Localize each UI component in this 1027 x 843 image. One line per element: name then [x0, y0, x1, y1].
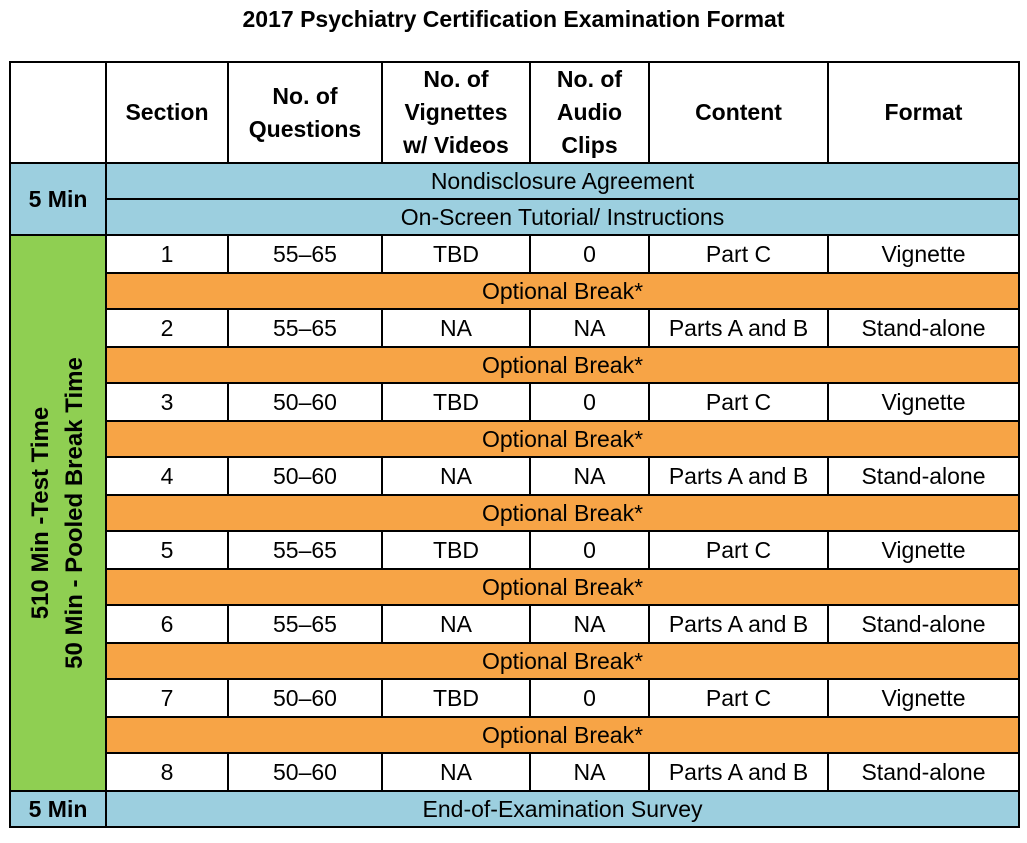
optional-break-cell: Optional Break*	[106, 495, 1019, 531]
header-content: Content	[649, 62, 828, 163]
nda-row	[10, 163, 1019, 199]
cell-section: 4	[106, 457, 228, 495]
break-row	[10, 717, 1019, 753]
cell-audio: 0	[530, 235, 649, 273]
optional-break-cell: Optional Break*	[106, 347, 1019, 383]
section-row	[10, 309, 1019, 347]
test-time-label	[24, 357, 92, 669]
header-format: Format	[828, 62, 1019, 163]
header-audio	[530, 62, 649, 163]
cell-section: 7	[106, 679, 228, 717]
test-time-cell	[10, 235, 106, 791]
header-questions-line1: No. of	[272, 82, 338, 109]
header-vignettes	[382, 62, 530, 163]
section-row	[10, 531, 1019, 569]
section-row	[10, 383, 1019, 421]
cell-vignettes: NA	[382, 605, 530, 643]
optional-break-cell: Optional Break*	[106, 273, 1019, 309]
cell-questions: 55–65	[228, 531, 382, 569]
intro-time-cell: 5 Min	[10, 163, 106, 235]
header-section: Section	[106, 62, 228, 163]
cell-questions: 55–65	[228, 605, 382, 643]
cell-vignettes: TBD	[382, 235, 530, 273]
header-blank	[10, 62, 106, 163]
break-row	[10, 495, 1019, 531]
cell-vignettes: TBD	[382, 383, 530, 421]
break-row	[10, 569, 1019, 605]
section-row	[10, 457, 1019, 495]
cell-section: 1	[106, 235, 228, 273]
cell-questions: 55–65	[228, 235, 382, 273]
test-time-line1: 510 Min -Test Time	[27, 406, 54, 620]
cell-section: 8	[106, 753, 228, 791]
tutorial-row	[10, 199, 1019, 235]
cell-section: 3	[106, 383, 228, 421]
cell-questions: 50–60	[228, 753, 382, 791]
break-row	[10, 273, 1019, 309]
cell-content: Part C	[649, 679, 828, 717]
cell-audio: 0	[530, 679, 649, 717]
header-audio-line1: No. of	[556, 66, 623, 92]
cell-format: Vignette	[828, 235, 1019, 273]
cell-content: Parts A and B	[649, 309, 828, 347]
header-audio-line3: Clips	[561, 132, 618, 158]
break-row	[10, 421, 1019, 457]
header-questions-line2: Questions	[248, 115, 362, 142]
break-row	[10, 643, 1019, 679]
survey-cell: End-of-Examination Survey	[106, 791, 1019, 827]
cell-content: Part C	[649, 531, 828, 569]
break-row	[10, 347, 1019, 383]
cell-format: Vignette	[828, 383, 1019, 421]
section-row	[10, 679, 1019, 717]
cell-content: Parts A and B	[649, 605, 828, 643]
cell-vignettes: TBD	[382, 531, 530, 569]
header-row	[10, 62, 1019, 163]
optional-break-cell: Optional Break*	[106, 569, 1019, 605]
cell-format: Stand-alone	[828, 605, 1019, 643]
cell-audio: NA	[530, 605, 649, 643]
cell-format: Vignette	[828, 531, 1019, 569]
header-vignettes-line3: w/ Videos	[403, 132, 509, 158]
cell-audio: 0	[530, 383, 649, 421]
cell-content: Parts A and B	[649, 457, 828, 495]
cell-vignettes: NA	[382, 753, 530, 791]
section-row	[10, 753, 1019, 791]
page-title: 2017 Psychiatry Certification Examination Format	[242, 6, 785, 32]
nda-cell: Nondisclosure Agreement	[106, 163, 1019, 199]
cell-format: Stand-alone	[828, 457, 1019, 495]
outro-time-cell: 5 Min	[10, 791, 106, 827]
header-vignettes-line1: No. of	[423, 66, 489, 92]
exam-format-table	[9, 61, 1020, 828]
cell-vignettes: NA	[382, 457, 530, 495]
optional-break-cell: Optional Break*	[106, 643, 1019, 679]
cell-questions: 50–60	[228, 457, 382, 495]
optional-break-cell: Optional Break*	[106, 421, 1019, 457]
header-vignettes-line2: Vignettes	[404, 99, 508, 125]
header-audio-line2: Audio	[556, 99, 623, 125]
cell-audio: NA	[530, 309, 649, 347]
cell-content: Part C	[649, 383, 828, 421]
cell-content: Parts A and B	[649, 753, 828, 791]
cell-audio: 0	[530, 531, 649, 569]
cell-questions: 50–60	[228, 383, 382, 421]
survey-row	[10, 791, 1019, 827]
cell-audio: NA	[530, 457, 649, 495]
cell-content: Part C	[649, 235, 828, 273]
cell-questions: 55–65	[228, 309, 382, 347]
test-time-line2: 50 Min - Pooled Break Time	[61, 357, 88, 669]
cell-format: Stand-alone	[828, 753, 1019, 791]
section-row	[10, 605, 1019, 643]
cell-format: Vignette	[828, 679, 1019, 717]
cell-vignettes: NA	[382, 309, 530, 347]
cell-section: 6	[106, 605, 228, 643]
cell-vignettes: TBD	[382, 679, 530, 717]
tutorial-cell: On-Screen Tutorial/ Instructions	[106, 199, 1019, 235]
section-row	[10, 235, 1019, 273]
optional-break-cell: Optional Break*	[106, 717, 1019, 753]
cell-questions: 50–60	[228, 679, 382, 717]
cell-format: Stand-alone	[828, 309, 1019, 347]
cell-section: 5	[106, 531, 228, 569]
header-questions	[228, 62, 382, 163]
cell-section: 2	[106, 309, 228, 347]
cell-audio: NA	[530, 753, 649, 791]
